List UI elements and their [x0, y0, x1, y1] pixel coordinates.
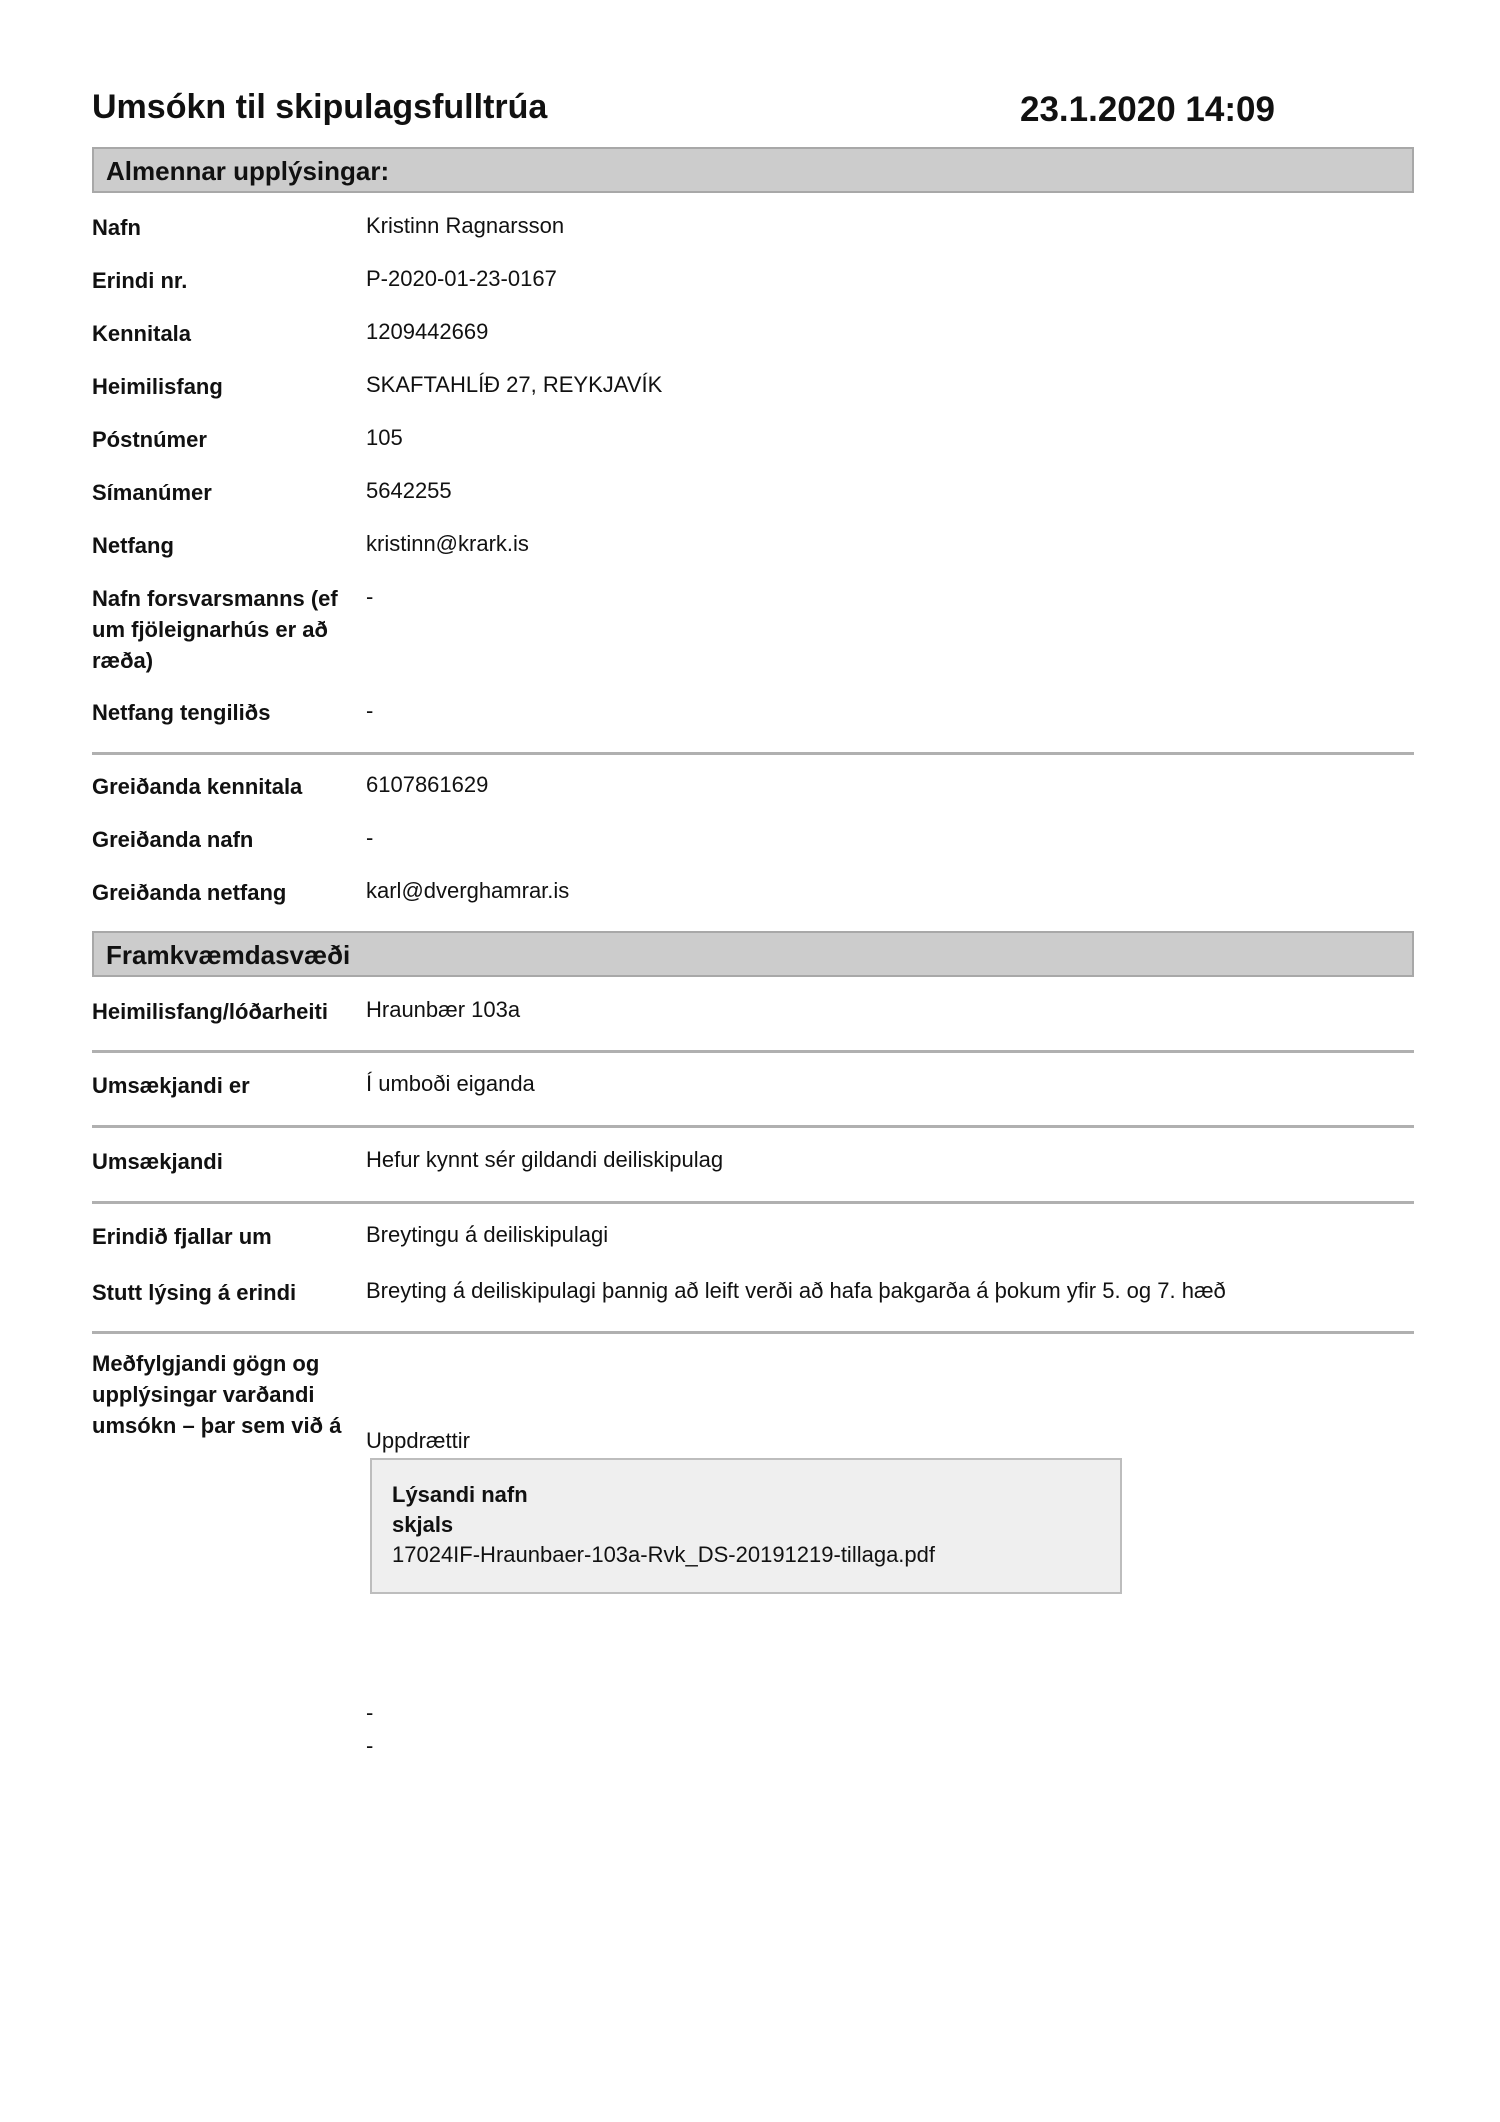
field-label-email: Netfang	[92, 533, 174, 558]
field-value-payer-email: karl@dverghamrar.is	[366, 878, 570, 903]
field-value-payer-name: -	[366, 825, 374, 850]
field-value-representative: -	[366, 584, 374, 609]
field-label-short-description: Stutt lýsing á erindi	[92, 1280, 297, 1305]
field-label-kennitala: Kennitala	[92, 321, 192, 346]
attachment-box	[370, 1458, 1122, 1594]
field-label-name: Nafn	[92, 215, 141, 240]
field-value-name: Kristinn Ragnarsson	[366, 213, 565, 238]
field-value-postcode: 105	[366, 425, 403, 450]
field-label-case-number: Erindi nr.	[92, 268, 188, 293]
field-value-applicant: Hefur kynnt sér gildandi deiliskipulag	[366, 1147, 724, 1172]
field-value-short-description: Breyting á deiliskipulagi þannig að leift verði að hafa þakgarða á þokum yfir 5. og 7. hæð	[366, 1278, 1226, 1303]
field-value-lot-address: Hraunbær 103a	[366, 997, 521, 1022]
field-label-applicant-is: Umsækjandi er	[92, 1073, 250, 1098]
field-label-contact-email: Netfang tengiliðs	[92, 700, 271, 725]
attachment-box-label: Lýsandi nafn skjals	[392, 1482, 528, 1537]
field-label-address: Heimilisfang	[92, 374, 223, 399]
field-value-contact-email: -	[366, 698, 374, 723]
attachment-file-name[interactable]: 17024IF-Hraunbaer-103a-Rvk_DS-20191219-tillaga.pdf	[392, 1542, 935, 1567]
field-label-case-subject: Erindið fjallar um	[92, 1224, 272, 1249]
attachment-extra-value: -	[366, 1733, 374, 1758]
field-label-payer-email: Greiðanda netfang	[92, 880, 287, 905]
field-value-case-number: P-2020-01-23-0167	[366, 266, 557, 291]
field-label-payer-name: Greiðanda nafn	[92, 827, 254, 852]
field-value-case-subject: Breytingu á deiliskipulagi	[366, 1222, 609, 1247]
field-value-applicant-is: Í umboði eiganda	[366, 1071, 535, 1096]
field-label-applicant: Umsækjandi	[92, 1149, 223, 1174]
attachment-extra-value: -	[366, 1700, 374, 1725]
attachment-category: Uppdrættir	[366, 1428, 470, 1453]
section-header-project: Framkvæmdasvæði	[92, 931, 1414, 977]
field-label-phone: Símanúmer	[92, 480, 212, 505]
field-label-lot-address: Heimilisfang/lóðarheiti	[92, 999, 328, 1024]
divider	[92, 1050, 1414, 1053]
divider	[92, 752, 1414, 755]
section-header-general: Almennar upplýsingar:	[92, 147, 1414, 193]
field-value-email: kristinn@krark.is	[366, 531, 529, 556]
document-title: Umsókn til skipulagsfulltrúa	[92, 88, 548, 126]
field-value-kennitala: 1209442669	[366, 319, 489, 344]
divider	[92, 1201, 1414, 1204]
document-datetime: 23.1.2020 14:09	[1020, 90, 1275, 129]
field-value-address: SKAFTAHLÍÐ 27, REYKJAVÍK	[366, 372, 663, 397]
divider	[92, 1331, 1414, 1334]
field-value-payer-kennitala: 6107861629	[366, 772, 489, 797]
field-label-representative: Nafn forsvarsmanns (ef um fjöleignarhús er að ræða)	[92, 586, 338, 673]
field-label-attachments: Meðfylgjandi gögn og upplýsingar varðandi umsókn – þar sem við á	[92, 1351, 342, 1438]
divider	[92, 1125, 1414, 1128]
field-label-postcode: Póstnúmer	[92, 427, 207, 452]
field-label-payer-kennitala: Greiðanda kennitala	[92, 774, 303, 799]
field-value-phone: 5642255	[366, 478, 452, 503]
